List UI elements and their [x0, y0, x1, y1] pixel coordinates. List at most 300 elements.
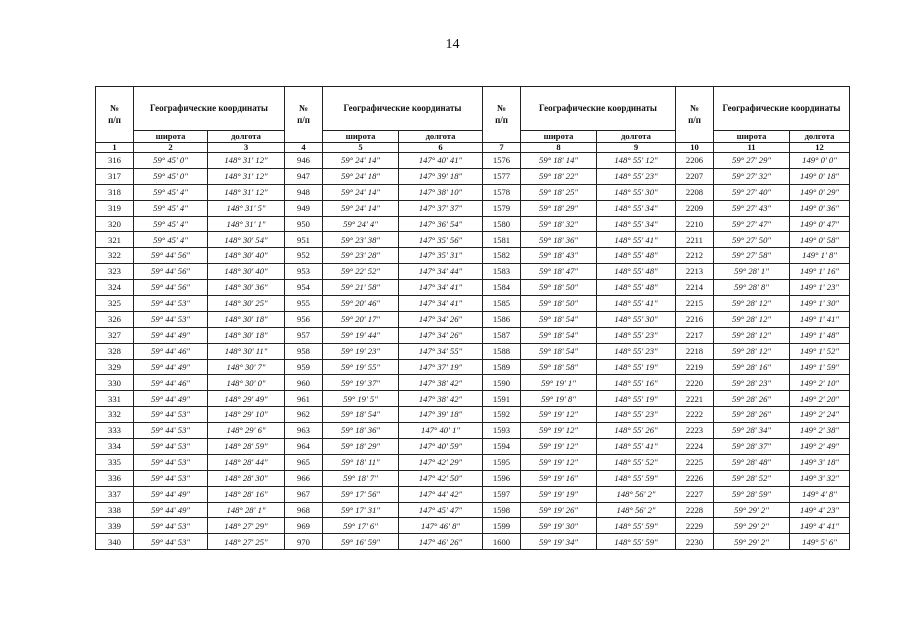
row-number-cell: 963 — [285, 423, 323, 439]
longitude-cell: 148° 55' 34" — [597, 200, 676, 216]
header-row-column-numbers — [96, 143, 850, 153]
longitude-cell: 149° 4' 8" — [790, 486, 850, 502]
row-number-cell: 1577 — [483, 168, 521, 184]
longitude-cell: 147° 39' 18" — [399, 168, 483, 184]
header-lat-4: широта — [714, 131, 790, 143]
row-number-cell: 1594 — [483, 439, 521, 455]
header-lon-4: долгота — [790, 131, 850, 143]
latitude-cell: 59° 24' 18" — [323, 168, 399, 184]
row-number-cell: 946 — [285, 153, 323, 169]
table-row — [96, 296, 850, 312]
longitude-cell: 148° 31' 1" — [208, 216, 285, 232]
row-number-cell: 1590 — [483, 375, 521, 391]
row-number-cell: 337 — [96, 486, 134, 502]
longitude-cell: 148° 31' 5" — [208, 200, 285, 216]
row-number-cell: 2226 — [676, 470, 714, 486]
table-row — [96, 502, 850, 518]
latitude-cell: 59° 19' 23" — [323, 343, 399, 359]
row-number-cell: 2225 — [676, 454, 714, 470]
latitude-cell: 59° 27' 32" — [714, 168, 790, 184]
latitude-cell: 59° 17' 6" — [323, 518, 399, 534]
row-number-cell: 1582 — [483, 248, 521, 264]
row-number-cell: 1580 — [483, 216, 521, 232]
latitude-cell: 59° 27' 47" — [714, 216, 790, 232]
longitude-cell: 148° 28' 44" — [208, 454, 285, 470]
longitude-cell: 149° 2' 38" — [790, 423, 850, 439]
longitude-cell: 147° 38' 42" — [399, 391, 483, 407]
latitude-cell: 59° 19' 37" — [323, 375, 399, 391]
latitude-cell: 59° 28' 34" — [714, 423, 790, 439]
latitude-cell: 59° 45' 4" — [134, 216, 208, 232]
latitude-cell: 59° 19' 19" — [521, 486, 597, 502]
latitude-cell: 59° 23' 28" — [323, 248, 399, 264]
row-number-cell: 1599 — [483, 518, 521, 534]
row-number-cell: 1592 — [483, 407, 521, 423]
table-row — [96, 327, 850, 343]
table-row — [96, 391, 850, 407]
longitude-cell: 148° 28' 1" — [208, 502, 285, 518]
longitude-cell: 147° 34' 41" — [399, 280, 483, 296]
latitude-cell: 59° 18' 43" — [521, 248, 597, 264]
row-number-cell: 952 — [285, 248, 323, 264]
latitude-cell: 59° 22' 52" — [323, 264, 399, 280]
latitude-cell: 59° 18' 11" — [323, 454, 399, 470]
latitude-cell: 59° 44' 53" — [134, 296, 208, 312]
longitude-cell: 148° 29' 49" — [208, 391, 285, 407]
longitude-cell: 148° 55' 59" — [597, 534, 676, 550]
latitude-cell: 59° 45' 0" — [134, 153, 208, 169]
row-number-cell: 319 — [96, 200, 134, 216]
table-row — [96, 470, 850, 486]
latitude-cell: 59° 19' 8" — [521, 391, 597, 407]
longitude-cell: 149° 4' 23" — [790, 502, 850, 518]
latitude-cell: 59° 18' 54" — [521, 343, 597, 359]
column-number: 10 — [676, 143, 714, 153]
header-geo-3: Географические координаты — [521, 87, 676, 131]
row-number-cell: 2221 — [676, 391, 714, 407]
longitude-cell: 148° 55' 59" — [597, 470, 676, 486]
header-row-sub — [96, 131, 850, 143]
table-row — [96, 264, 850, 280]
page-number: 14 — [445, 37, 460, 52]
table-row — [96, 518, 850, 534]
header-num-1: № п/п — [96, 87, 134, 143]
latitude-cell: 59° 18' 47" — [521, 264, 597, 280]
row-number-cell: 954 — [285, 280, 323, 296]
row-number-cell: 2217 — [676, 327, 714, 343]
latitude-cell: 59° 18' 36" — [323, 423, 399, 439]
latitude-cell: 59° 28' 23" — [714, 375, 790, 391]
latitude-cell: 59° 28' 16" — [714, 359, 790, 375]
latitude-cell: 59° 44' 56" — [134, 264, 208, 280]
latitude-cell: 59° 19' 16" — [521, 470, 597, 486]
longitude-cell: 149° 0' 47" — [790, 216, 850, 232]
header-lon-2: долгота — [399, 131, 483, 143]
row-number-cell: 331 — [96, 391, 134, 407]
row-number-cell: 1597 — [483, 486, 521, 502]
longitude-cell: 148° 30' 25" — [208, 296, 285, 312]
latitude-cell: 59° 18' 50" — [521, 296, 597, 312]
table-row — [96, 184, 850, 200]
row-number-cell: 956 — [285, 311, 323, 327]
latitude-cell: 59° 18' 25" — [521, 184, 597, 200]
row-number-cell: 2208 — [676, 184, 714, 200]
latitude-cell: 59° 45' 0" — [134, 168, 208, 184]
row-number-cell: 2216 — [676, 311, 714, 327]
latitude-cell: 59° 28' 12" — [714, 311, 790, 327]
longitude-cell: 148° 55' 23" — [597, 327, 676, 343]
latitude-cell: 59° 44' 53" — [134, 470, 208, 486]
latitude-cell: 59° 28' 26" — [714, 407, 790, 423]
table-row — [96, 200, 850, 216]
latitude-cell: 59° 16' 59" — [323, 534, 399, 550]
latitude-cell: 59° 19' 12" — [521, 423, 597, 439]
row-number-cell: 329 — [96, 359, 134, 375]
row-number-cell: 336 — [96, 470, 134, 486]
latitude-cell: 59° 28' 26" — [714, 391, 790, 407]
longitude-cell: 149° 0' 18" — [790, 168, 850, 184]
longitude-cell: 147° 37' 37" — [399, 200, 483, 216]
row-number-cell: 335 — [96, 454, 134, 470]
longitude-cell: 149° 5' 6" — [790, 534, 850, 550]
row-number-cell: 2209 — [676, 200, 714, 216]
longitude-cell: 148° 30' 36" — [208, 280, 285, 296]
latitude-cell: 59° 44' 46" — [134, 343, 208, 359]
longitude-cell: 148° 28' 30" — [208, 470, 285, 486]
row-number-cell: 338 — [96, 502, 134, 518]
longitude-cell: 147° 34' 44" — [399, 264, 483, 280]
longitude-cell: 148° 31' 12" — [208, 153, 285, 169]
latitude-cell: 59° 28' 8" — [714, 280, 790, 296]
latitude-cell: 59° 44' 53" — [134, 439, 208, 455]
latitude-cell: 59° 44' 49" — [134, 502, 208, 518]
longitude-cell: 148° 55' 59" — [597, 518, 676, 534]
longitude-cell: 147° 39' 18" — [399, 407, 483, 423]
longitude-cell: 148° 55' 30" — [597, 184, 676, 200]
row-number-cell: 965 — [285, 454, 323, 470]
row-number-cell: 321 — [96, 232, 134, 248]
column-number: 5 — [323, 143, 399, 153]
longitude-cell: 148° 55' 30" — [597, 311, 676, 327]
longitude-cell: 148° 55' 41" — [597, 296, 676, 312]
row-number-cell: 332 — [96, 407, 134, 423]
row-number-cell: 327 — [96, 327, 134, 343]
row-number-cell: 2219 — [676, 359, 714, 375]
row-number-cell: 334 — [96, 439, 134, 455]
column-number: 12 — [790, 143, 850, 153]
coordinates-table — [95, 86, 850, 550]
latitude-cell: 59° 28' 12" — [714, 327, 790, 343]
longitude-cell: 148° 55' 26" — [597, 423, 676, 439]
row-number-cell: 1593 — [483, 423, 521, 439]
longitude-cell: 148° 55' 34" — [597, 216, 676, 232]
latitude-cell: 59° 21' 58" — [323, 280, 399, 296]
longitude-cell: 147° 40' 59" — [399, 439, 483, 455]
row-number-cell: 1595 — [483, 454, 521, 470]
longitude-cell: 147° 46' 8" — [399, 518, 483, 534]
row-number-cell: 323 — [96, 264, 134, 280]
column-number: 6 — [399, 143, 483, 153]
row-number-cell: 317 — [96, 168, 134, 184]
latitude-cell: 59° 19' 30" — [521, 518, 597, 534]
row-number-cell: 947 — [285, 168, 323, 184]
latitude-cell: 59° 18' 22" — [521, 168, 597, 184]
latitude-cell: 59° 28' 59" — [714, 486, 790, 502]
longitude-cell: 147° 34' 41" — [399, 296, 483, 312]
header-num-2: № п/п — [285, 87, 323, 143]
table-body — [96, 153, 850, 550]
longitude-cell: 149° 1' 8" — [790, 248, 850, 264]
header-geo-1: Географические координаты — [134, 87, 285, 131]
row-number-cell: 1587 — [483, 327, 521, 343]
longitude-cell: 148° 55' 16" — [597, 375, 676, 391]
table-row — [96, 407, 850, 423]
header-lat-2: широта — [323, 131, 399, 143]
longitude-cell: 148° 55' 52" — [597, 454, 676, 470]
longitude-cell: 148° 29' 6" — [208, 423, 285, 439]
table-row — [96, 486, 850, 502]
latitude-cell: 59° 19' 55" — [323, 359, 399, 375]
latitude-cell: 59° 19' 5" — [323, 391, 399, 407]
latitude-cell: 59° 18' 7" — [323, 470, 399, 486]
row-number-cell: 2223 — [676, 423, 714, 439]
latitude-cell: 59° 44' 49" — [134, 359, 208, 375]
table-row — [96, 168, 850, 184]
latitude-cell: 59° 17' 56" — [323, 486, 399, 502]
row-number-cell: 953 — [285, 264, 323, 280]
longitude-cell: 149° 2' 20" — [790, 391, 850, 407]
row-number-cell: 2211 — [676, 232, 714, 248]
longitude-cell: 147° 37' 19" — [399, 359, 483, 375]
row-number-cell: 961 — [285, 391, 323, 407]
latitude-cell: 59° 24' 4" — [323, 216, 399, 232]
row-number-cell: 316 — [96, 153, 134, 169]
longitude-cell: 147° 34' 26" — [399, 327, 483, 343]
latitude-cell: 59° 45' 4" — [134, 232, 208, 248]
longitude-cell: 148° 28' 16" — [208, 486, 285, 502]
longitude-cell: 147° 38' 10" — [399, 184, 483, 200]
row-number-cell: 2218 — [676, 343, 714, 359]
column-number: 4 — [285, 143, 323, 153]
longitude-cell: 147° 38' 42" — [399, 375, 483, 391]
latitude-cell: 59° 24' 14" — [323, 184, 399, 200]
column-number: 8 — [521, 143, 597, 153]
row-number-cell: 955 — [285, 296, 323, 312]
latitude-cell: 59° 29' 2" — [714, 518, 790, 534]
longitude-cell: 148° 55' 23" — [597, 168, 676, 184]
latitude-cell: 59° 18' 54" — [521, 311, 597, 327]
row-number-cell: 949 — [285, 200, 323, 216]
table-row — [96, 343, 850, 359]
latitude-cell: 59° 28' 12" — [714, 296, 790, 312]
latitude-cell: 59° 19' 12" — [521, 407, 597, 423]
longitude-cell: 147° 46' 26" — [399, 534, 483, 550]
latitude-cell: 59° 28' 12" — [714, 343, 790, 359]
table-row — [96, 423, 850, 439]
latitude-cell: 59° 19' 34" — [521, 534, 597, 550]
longitude-cell: 147° 45' 47" — [399, 502, 483, 518]
latitude-cell: 59° 44' 56" — [134, 248, 208, 264]
longitude-cell: 148° 30' 11" — [208, 343, 285, 359]
longitude-cell: 149° 2' 10" — [790, 375, 850, 391]
row-number-cell: 2230 — [676, 534, 714, 550]
row-number-cell: 969 — [285, 518, 323, 534]
longitude-cell: 149° 0' 36" — [790, 200, 850, 216]
latitude-cell: 59° 27' 29" — [714, 153, 790, 169]
latitude-cell: 59° 28' 48" — [714, 454, 790, 470]
column-number: 9 — [597, 143, 676, 153]
row-number-cell: 330 — [96, 375, 134, 391]
longitude-cell: 147° 36' 54" — [399, 216, 483, 232]
latitude-cell: 59° 44' 53" — [134, 311, 208, 327]
header-lat-3: широта — [521, 131, 597, 143]
longitude-cell: 148° 56' 2" — [597, 502, 676, 518]
longitude-cell: 148° 55' 19" — [597, 359, 676, 375]
row-number-cell: 2206 — [676, 153, 714, 169]
header-num-3: № п/п — [483, 87, 521, 143]
latitude-cell: 59° 44' 53" — [134, 407, 208, 423]
row-number-cell: 328 — [96, 343, 134, 359]
column-number: 3 — [208, 143, 285, 153]
row-number-cell: 2214 — [676, 280, 714, 296]
row-number-cell: 964 — [285, 439, 323, 455]
latitude-cell: 59° 28' 52" — [714, 470, 790, 486]
longitude-cell: 148° 31' 12" — [208, 168, 285, 184]
latitude-cell: 59° 44' 53" — [134, 454, 208, 470]
row-number-cell: 948 — [285, 184, 323, 200]
latitude-cell: 59° 27' 40" — [714, 184, 790, 200]
column-number: 2 — [134, 143, 208, 153]
latitude-cell: 59° 20' 17" — [323, 311, 399, 327]
longitude-cell: 148° 55' 41" — [597, 439, 676, 455]
row-number-cell: 968 — [285, 502, 323, 518]
table-row — [96, 454, 850, 470]
latitude-cell: 59° 18' 50" — [521, 280, 597, 296]
latitude-cell: 59° 24' 14" — [323, 153, 399, 169]
longitude-cell: 148° 30' 54" — [208, 232, 285, 248]
table-row — [96, 153, 850, 169]
latitude-cell: 59° 20' 46" — [323, 296, 399, 312]
table-row — [96, 375, 850, 391]
latitude-cell: 59° 19' 12" — [521, 439, 597, 455]
latitude-cell: 59° 19' 44" — [323, 327, 399, 343]
latitude-cell: 59° 28' 37" — [714, 439, 790, 455]
row-number-cell: 2224 — [676, 439, 714, 455]
latitude-cell: 59° 44' 53" — [134, 534, 208, 550]
table-row — [96, 439, 850, 455]
latitude-cell: 59° 18' 54" — [521, 327, 597, 343]
row-number-cell: 2222 — [676, 407, 714, 423]
latitude-cell: 59° 45' 4" — [134, 184, 208, 200]
row-number-cell: 1578 — [483, 184, 521, 200]
latitude-cell: 59° 19' 12" — [521, 454, 597, 470]
latitude-cell: 59° 44' 53" — [134, 518, 208, 534]
row-number-cell: 339 — [96, 518, 134, 534]
latitude-cell: 59° 29' 2" — [714, 534, 790, 550]
row-number-cell: 1583 — [483, 264, 521, 280]
row-number-cell: 340 — [96, 534, 134, 550]
row-number-cell: 2220 — [676, 375, 714, 391]
longitude-cell: 149° 0' 58" — [790, 232, 850, 248]
longitude-cell: 148° 55' 19" — [597, 391, 676, 407]
latitude-cell: 59° 44' 46" — [134, 375, 208, 391]
row-number-cell: 2207 — [676, 168, 714, 184]
row-number-cell: 970 — [285, 534, 323, 550]
longitude-cell: 149° 0' 29" — [790, 184, 850, 200]
latitude-cell: 59° 44' 53" — [134, 423, 208, 439]
longitude-cell: 148° 55' 48" — [597, 248, 676, 264]
header-geo-4: Географические координаты — [714, 87, 850, 131]
longitude-cell: 147° 44' 42" — [399, 486, 483, 502]
longitude-cell: 148° 30' 18" — [208, 311, 285, 327]
header-lon-1: долгота — [208, 131, 285, 143]
column-number: 7 — [483, 143, 521, 153]
latitude-cell: 59° 44' 49" — [134, 391, 208, 407]
longitude-cell: 149° 1' 48" — [790, 327, 850, 343]
row-number-cell: 1598 — [483, 502, 521, 518]
longitude-cell: 148° 30' 18" — [208, 327, 285, 343]
row-number-cell: 1579 — [483, 200, 521, 216]
longitude-cell: 149° 1' 59" — [790, 359, 850, 375]
latitude-cell: 59° 17' 31" — [323, 502, 399, 518]
latitude-cell: 59° 27' 50" — [714, 232, 790, 248]
latitude-cell: 59° 19' 26" — [521, 502, 597, 518]
row-number-cell: 1591 — [483, 391, 521, 407]
column-number: 11 — [714, 143, 790, 153]
header-row-main — [96, 87, 850, 131]
row-number-cell: 966 — [285, 470, 323, 486]
longitude-cell: 148° 55' 23" — [597, 407, 676, 423]
longitude-cell: 148° 30' 40" — [208, 264, 285, 280]
row-number-cell: 322 — [96, 248, 134, 264]
latitude-cell: 59° 44' 56" — [134, 280, 208, 296]
row-number-cell: 1589 — [483, 359, 521, 375]
row-number-cell: 2229 — [676, 518, 714, 534]
longitude-cell: 148° 29' 10" — [208, 407, 285, 423]
row-number-cell: 318 — [96, 184, 134, 200]
row-number-cell: 326 — [96, 311, 134, 327]
longitude-cell: 147° 34' 26" — [399, 311, 483, 327]
latitude-cell: 59° 23' 38" — [323, 232, 399, 248]
row-number-cell: 960 — [285, 375, 323, 391]
latitude-cell: 59° 18' 58" — [521, 359, 597, 375]
longitude-cell: 148° 55' 48" — [597, 280, 676, 296]
latitude-cell: 59° 18' 36" — [521, 232, 597, 248]
row-number-cell: 962 — [285, 407, 323, 423]
longitude-cell: 148° 27' 29" — [208, 518, 285, 534]
row-number-cell: 1586 — [483, 311, 521, 327]
row-number-cell: 333 — [96, 423, 134, 439]
longitude-cell: 147° 40' 41" — [399, 153, 483, 169]
latitude-cell: 59° 18' 54" — [323, 407, 399, 423]
row-number-cell: 2227 — [676, 486, 714, 502]
table-row — [96, 359, 850, 375]
row-number-cell: 2213 — [676, 264, 714, 280]
row-number-cell: 951 — [285, 232, 323, 248]
row-number-cell: 2210 — [676, 216, 714, 232]
row-number-cell: 1576 — [483, 153, 521, 169]
longitude-cell: 147° 42' 50" — [399, 470, 483, 486]
row-number-cell: 1600 — [483, 534, 521, 550]
longitude-cell: 148° 55' 41" — [597, 232, 676, 248]
table-row — [96, 311, 850, 327]
longitude-cell: 149° 1' 41" — [790, 311, 850, 327]
latitude-cell: 59° 44' 49" — [134, 486, 208, 502]
longitude-cell: 149° 2' 24" — [790, 407, 850, 423]
longitude-cell: 148° 30' 7" — [208, 359, 285, 375]
header-geo-2: Географические координаты — [323, 87, 483, 131]
longitude-cell: 147° 35' 56" — [399, 232, 483, 248]
